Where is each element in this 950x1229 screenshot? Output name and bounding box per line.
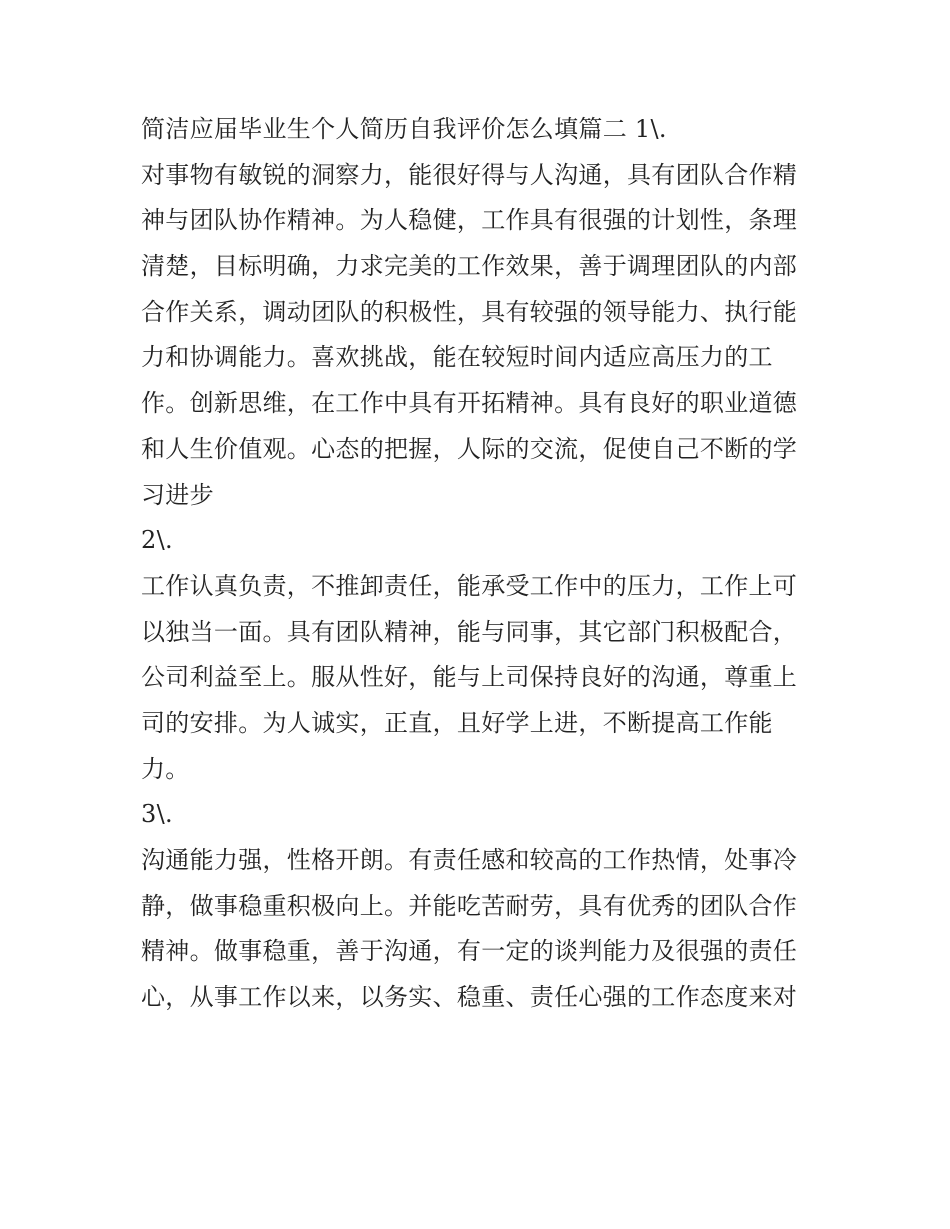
document-title: 简洁应届毕业生个人简历自我评价怎么填篇二 1\. (141, 115, 667, 143)
text-line: 清楚，目标明确，力求完美的工作效果，善于调理团队的内部 (141, 252, 798, 281)
text-line: 对事物有敏锐的洞察力，能很好得与人沟通，具有团队合作精 (141, 160, 798, 189)
text-line: 司的安排。为人诚实，正直，且好学上进，不断提高工作能 (141, 708, 773, 737)
text-line: 习进步 (141, 480, 214, 509)
text-line: 精神。做事稳重，善于沟通，有一定的谈判能力及很强的责任 (141, 937, 798, 966)
section-number: 2\. (141, 526, 173, 555)
text-line: 合作关系，调动团队的积极性，具有较强的领导能力、执行能 (141, 297, 798, 326)
text-line: 力。 (141, 754, 190, 783)
section-number: 3\. (141, 800, 173, 829)
text-line: 以独当一面。具有团队精神，能与同事，其它部门积极配合， (141, 617, 798, 646)
text-line: 力和协调能力。喜欢挑战，能在较短时间内适应高压力的工 (141, 343, 773, 372)
text-line: 工作认真负责，不推卸责任，能承受工作中的压力，工作上可 (141, 571, 798, 600)
document-body (141, 107, 813, 1021)
text-line: 心，从事工作以来，以务实、稳重、责任心强的工作态度来对 (141, 983, 798, 1012)
text-line: 和人生价值观。心态的把握，人际的交流，促使自己不断的学 (141, 434, 798, 463)
text-line: 沟通能力强，性格开朗。有责任感和较高的工作热情，处事冷 (141, 846, 798, 874)
text-line: 公司利益至上。服从性好，能与上司保持良好的沟通，尊重上 (141, 663, 798, 692)
text-line: 作。创新思维，在工作中具有开拓精神。具有良好的职业道德 (141, 389, 798, 418)
text-line: 静，做事稳重积极向上。并能吃苦耐劳，具有优秀的团队合作 (141, 891, 798, 920)
text-line: 神与团队协作精神。为人稳健，工作具有很强的计划性，条理 (141, 206, 798, 235)
